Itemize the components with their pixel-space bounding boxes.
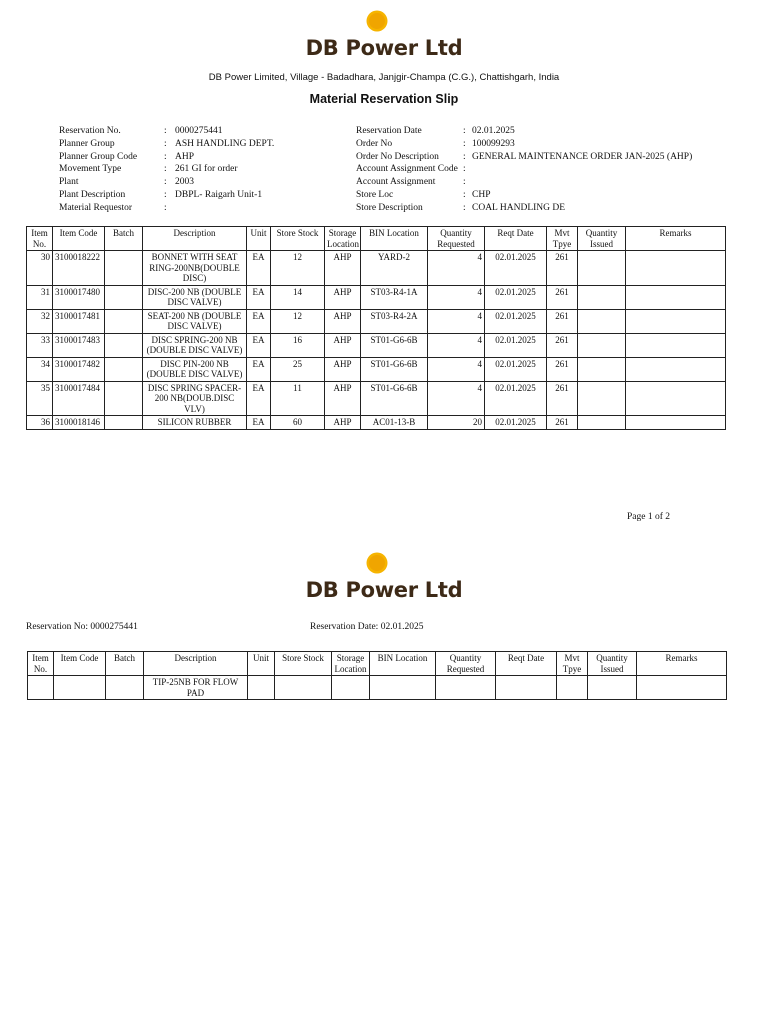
cell-qty: 4: [428, 381, 485, 416]
info-separator: :: [463, 126, 466, 136]
cell-batch: [105, 357, 143, 381]
cell-sloc: AHP: [325, 309, 361, 333]
cell-mvt: 261: [547, 251, 578, 286]
cell-mvt: 261: [547, 416, 578, 430]
cell-date: 02.01.2025: [485, 381, 547, 416]
page-number: Page 1 of 2: [627, 512, 671, 522]
cell-date: 02.01.2025: [485, 416, 547, 430]
cell-remarks: [626, 416, 726, 430]
cell-code: 3100017484: [53, 381, 105, 416]
cell-code: 3100017483: [53, 333, 105, 357]
cell-sloc: AHP: [325, 416, 361, 430]
cell-stock: 60: [271, 416, 325, 430]
info-row: [356, 151, 692, 164]
info-value: COAL HANDLING DE: [472, 202, 566, 213]
cell-batch: [105, 416, 143, 430]
info-label: Material Requestor: [59, 202, 133, 213]
cell-item: [28, 676, 54, 700]
info-separator: :: [164, 126, 167, 136]
cell-issued: [588, 676, 637, 700]
cell-code: 3100018146: [53, 416, 105, 430]
cell-desc: TIP-25NB FOR FLOW PAD: [144, 676, 248, 700]
cell-date: 02.01.2025: [485, 309, 547, 333]
column-header: Item Code: [54, 652, 106, 676]
column-header: Quantity Issued: [578, 227, 626, 251]
column-header: Reqt Date: [496, 652, 557, 676]
info-label: Plant: [59, 177, 79, 188]
column-header: BIN Location: [370, 652, 436, 676]
cell-sloc: AHP: [325, 333, 361, 357]
cell-item: 31: [27, 285, 53, 309]
info-value: ASH HANDLING DEPT.: [175, 138, 275, 149]
cell-date: 02.01.2025: [485, 333, 547, 357]
cell-batch: [105, 251, 143, 286]
info-label: Planner Group: [59, 138, 115, 149]
info-separator: :: [463, 138, 466, 149]
column-header: Remarks: [637, 652, 727, 676]
cell-qty: 4: [428, 251, 485, 286]
cell-issued: [578, 251, 626, 286]
column-header: Unit: [247, 227, 271, 251]
cell-mvt: 261: [547, 309, 578, 333]
column-header: Quantity Requested: [428, 227, 485, 251]
column-header: Mvt Tpye: [547, 227, 578, 251]
table-header-row: [27, 227, 726, 251]
info-value: 02.01.2025: [472, 126, 515, 136]
column-header: Remarks: [626, 227, 726, 251]
info-row: [356, 125, 692, 138]
cell-batch: [105, 309, 143, 333]
info-label: Reservation No.: [59, 126, 121, 136]
column-header: Quantity Issued: [588, 652, 637, 676]
cell-stock: 11: [271, 381, 325, 416]
table-row: [27, 333, 726, 357]
company-name: DB Power Ltd: [305, 36, 463, 60]
info-label: Order No: [356, 138, 393, 149]
cell-item: 34: [27, 357, 53, 381]
info-label: Planner Group Code: [59, 151, 138, 162]
cell-item: 30: [27, 251, 53, 286]
info-value: GENERAL MAINTENANCE ORDER JAN-2025 (AHP): [472, 151, 693, 162]
cell-remarks: [626, 285, 726, 309]
document-title: Material Reservation Slip: [309, 92, 459, 106]
info-separator: :: [164, 151, 167, 162]
cell-unit: EA: [247, 381, 271, 416]
info-separator: :: [164, 202, 167, 213]
cell-code: 3100017480: [53, 285, 105, 309]
column-header: Mvt Tpye: [557, 652, 588, 676]
cell-issued: [578, 381, 626, 416]
info-value: AHP: [175, 151, 195, 162]
reservation-items-table-page2: [27, 651, 727, 700]
info-label: Account Assignment: [356, 177, 436, 188]
table-row: [27, 416, 726, 430]
info-label: Store Description: [356, 202, 423, 213]
column-header: Batch: [106, 652, 144, 676]
table-row: [27, 251, 726, 286]
info-separator: :: [164, 189, 167, 200]
cell-sloc: AHP: [325, 251, 361, 286]
cell-desc: DISC SPRING SPACER-200 NB(DOUB.DISC VLV): [143, 381, 247, 416]
cell-date: 02.01.2025: [485, 251, 547, 286]
header-info-left: [59, 125, 274, 215]
info-row: [59, 163, 274, 176]
cell-unit: EA: [247, 285, 271, 309]
info-row: [356, 163, 692, 176]
cell-stock: 12: [271, 251, 325, 286]
column-header: Batch: [105, 227, 143, 251]
info-value: 261 GI for order: [175, 164, 238, 175]
table-header-row: [28, 652, 727, 676]
cell-mvt: 261: [547, 333, 578, 357]
cell-mvt: 261: [547, 285, 578, 309]
cell-qty: [436, 676, 496, 700]
company-address: DB Power Limited, Village - Badadhara, Janjgir-Champa (C.G.), Chattishgarh, India: [208, 72, 560, 83]
info-row: [59, 125, 274, 138]
column-header: Item No.: [27, 227, 53, 251]
cell-code: 3100018222: [53, 251, 105, 286]
info-separator: :: [164, 164, 167, 175]
cell-item: 35: [27, 381, 53, 416]
info-row: [59, 202, 274, 215]
page2-reservation-no: Reservation No: 0000275441: [26, 622, 138, 632]
cell-date: 02.01.2025: [485, 285, 547, 309]
cell-desc: BONNET WITH SEAT RING-200NB(DOUBLE DISC): [143, 251, 247, 286]
cell-remarks: [626, 251, 726, 286]
cell-bin: ST01-G6-6B: [361, 333, 428, 357]
company-name: DB Power Ltd: [305, 578, 463, 602]
info-label: Account Assignment Code: [356, 164, 458, 175]
cell-stock: 16: [271, 333, 325, 357]
cell-issued: [578, 285, 626, 309]
cell-issued: [578, 357, 626, 381]
cell-remarks: [637, 676, 727, 700]
cell-bin: ST01-G6-6B: [361, 357, 428, 381]
cell-batch: [105, 285, 143, 309]
cell-batch: [106, 676, 144, 700]
cell-mvt: [557, 676, 588, 700]
cell-unit: EA: [247, 333, 271, 357]
column-header: Item Code: [53, 227, 105, 251]
cell-remarks: [626, 309, 726, 333]
cell-bin: AC01-13-B: [361, 416, 428, 430]
column-header: Quantity Requested: [436, 652, 496, 676]
cell-issued: [578, 416, 626, 430]
info-value: CHP: [472, 189, 491, 200]
info-separator: :: [164, 177, 167, 188]
table-row: [28, 676, 727, 700]
column-header: Description: [144, 652, 248, 676]
cell-remarks: [626, 381, 726, 416]
cell-item: 33: [27, 333, 53, 357]
cell-bin: [370, 676, 436, 700]
cell-sloc: AHP: [325, 381, 361, 416]
column-header: Storage Location: [325, 227, 361, 251]
info-row: [59, 138, 274, 151]
info-value: 0000275441: [175, 126, 223, 136]
cell-qty: 4: [428, 333, 485, 357]
info-separator: :: [463, 189, 466, 200]
cell-unit: EA: [247, 416, 271, 430]
cell-bin: ST01-G6-6B: [361, 381, 428, 416]
cell-mvt: 261: [547, 357, 578, 381]
cell-remarks: [626, 333, 726, 357]
cell-unit: EA: [247, 251, 271, 286]
cell-sloc: AHP: [325, 357, 361, 381]
info-value: 100099293: [472, 138, 515, 149]
cell-item: 36: [27, 416, 53, 430]
cell-date: [496, 676, 557, 700]
cell-stock: 14: [271, 285, 325, 309]
info-row: [356, 202, 692, 215]
info-separator: :: [463, 164, 466, 175]
cell-unit: EA: [247, 357, 271, 381]
cell-qty: 20: [428, 416, 485, 430]
cell-code: 3100017482: [53, 357, 105, 381]
info-row: [356, 189, 692, 202]
cell-unit: EA: [247, 309, 271, 333]
column-header: Storage Location: [332, 652, 370, 676]
info-value: 2003: [175, 177, 194, 188]
cell-mvt: 261: [547, 381, 578, 416]
column-header: Unit: [248, 652, 275, 676]
cell-desc: DISC-200 NB (DOUBLE DISC VALVE): [143, 285, 247, 309]
cell-qty: 4: [428, 357, 485, 381]
column-header: Store Stock: [275, 652, 332, 676]
cell-unit: [248, 676, 275, 700]
table-row: [27, 309, 726, 333]
info-label: Plant Description: [59, 189, 126, 200]
page2-reservation-date: Reservation Date: 02.01.2025: [310, 622, 424, 632]
cell-remarks: [626, 357, 726, 381]
info-row: [59, 189, 274, 202]
cell-code: [54, 676, 106, 700]
cell-desc: DISC SPRING-200 NB (DOUBLE DISC VALVE): [143, 333, 247, 357]
cell-desc: SILICON RUBBER: [143, 416, 247, 430]
info-label: Reservation Date: [356, 126, 422, 136]
column-header: BIN Location: [361, 227, 428, 251]
column-header: Description: [143, 227, 247, 251]
cell-qty: 4: [428, 285, 485, 309]
cell-bin: YARD-2: [361, 251, 428, 286]
cell-date: 02.01.2025: [485, 357, 547, 381]
info-separator: :: [463, 151, 466, 162]
cell-stock: [275, 676, 332, 700]
column-header: Item No.: [28, 652, 54, 676]
cell-desc: SEAT-200 NB (DOUBLE DISC VALVE): [143, 309, 247, 333]
cell-item: 32: [27, 309, 53, 333]
sun-icon: [366, 10, 388, 32]
info-row: [356, 138, 692, 151]
table-row: [27, 381, 726, 416]
cell-bin: ST03-R4-1A: [361, 285, 428, 309]
info-row: [59, 176, 274, 189]
sun-icon: [366, 552, 388, 574]
info-separator: :: [463, 177, 466, 188]
column-header: Store Stock: [271, 227, 325, 251]
info-value: DBPL- Raigarh Unit-1: [175, 189, 263, 200]
cell-sloc: [332, 676, 370, 700]
cell-qty: 4: [428, 309, 485, 333]
cell-issued: [578, 333, 626, 357]
cell-batch: [105, 333, 143, 357]
cell-stock: 25: [271, 357, 325, 381]
cell-code: 3100017481: [53, 309, 105, 333]
table-row: [27, 285, 726, 309]
cell-batch: [105, 381, 143, 416]
info-separator: :: [164, 138, 167, 149]
info-label: Store Loc: [356, 189, 394, 200]
info-label: Order No Description: [356, 151, 439, 162]
table-row: [27, 357, 726, 381]
cell-desc: DISC PIN-200 NB (DOUBLE DISC VALVE): [143, 357, 247, 381]
info-row: [59, 151, 274, 164]
cell-sloc: AHP: [325, 285, 361, 309]
column-header: Reqt Date: [485, 227, 547, 251]
info-row: [356, 176, 692, 189]
header-info-right: [356, 125, 692, 215]
cell-stock: 12: [271, 309, 325, 333]
info-label: Movement Type: [59, 164, 122, 175]
reservation-items-table: [26, 226, 726, 430]
cell-bin: ST03-R4-2A: [361, 309, 428, 333]
cell-issued: [578, 309, 626, 333]
info-separator: :: [463, 202, 466, 213]
